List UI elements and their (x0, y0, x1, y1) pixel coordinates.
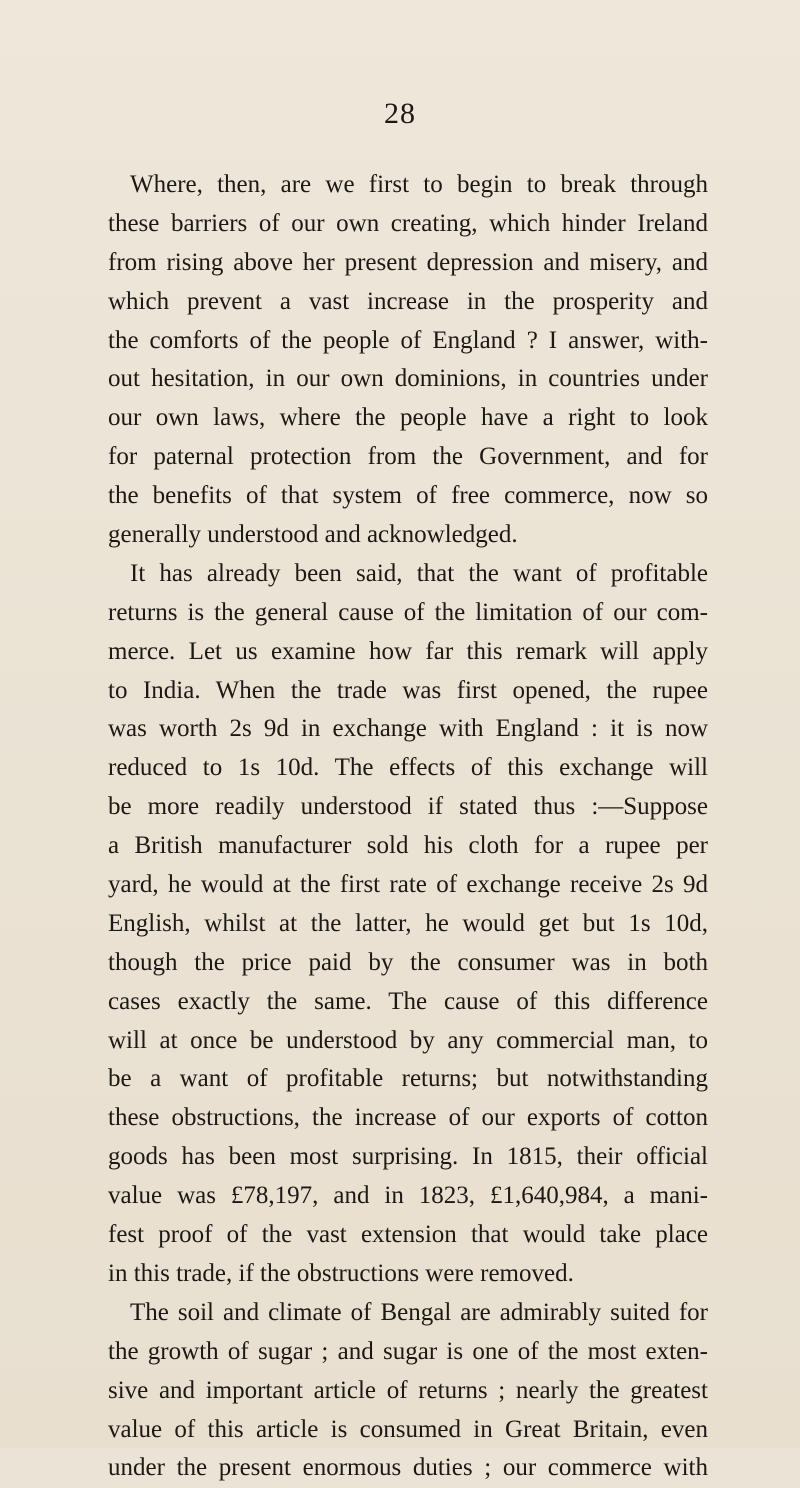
text-line: these barriers of our own creating, which hinder Ireland (108, 209, 708, 237)
page-number: 28 (384, 97, 416, 130)
text-line: goods has been most surprising. In 1815, their official (108, 1143, 708, 1171)
paragraph-3 (108, 1294, 708, 1488)
text-line: sive and important article of returns ; nearly the greatest (108, 1376, 708, 1404)
text-line: which prevent a vast increase in the prosperity and (108, 287, 708, 315)
text-line: reduced to 1s 10d. The effects of this exchange will (108, 754, 708, 782)
text-line: the growth of sugar ; and sugar is one of the most exten- (108, 1337, 708, 1365)
text-line: cases exactly the same. The cause of this difference (108, 987, 708, 1015)
text-line: fest proof of the vast extension that would take place (108, 1221, 708, 1249)
text-line: for paternal protection from the Government, and for (108, 443, 708, 471)
text-line: a British manufacturer sold his cloth for a rupee per (108, 832, 708, 860)
text-line: in this trade, if the obstructions were removed. (108, 1259, 574, 1287)
paragraph-2 (108, 555, 708, 1294)
text-line: will at once be understood by any commercial man, to (108, 1026, 708, 1054)
text-line: these obstructions, the increase of our exports of cotton (108, 1104, 708, 1132)
paragraph-1 (108, 166, 708, 555)
text-line: Where, then, are we first to begin to break through (130, 171, 708, 198)
text-line: from rising above her present depression and misery, and (108, 248, 708, 276)
text-line: be more readily understood if stated thus :—Suppose (108, 793, 708, 821)
text-line: our own laws, where the people have a right to look (108, 404, 708, 432)
text-line: English, whilst at the latter, he would get but 1s 10d, (108, 909, 708, 937)
text-line: value was £78,197, and in 1823, £1,640,984, a mani- (108, 1182, 708, 1210)
text-line: though the price paid by the consumer was in both (108, 948, 708, 976)
text-line: out hesitation, in our own dominions, in countries under (108, 365, 708, 393)
text-line: The soil and climate of Bengal are admirably suited for (130, 1298, 708, 1326)
text-line: under the present enormous duties ; our commerce with (108, 1454, 708, 1482)
text-line: returns is the general cause of the limitation of our com- (108, 598, 708, 626)
text-line: to India. When the trade was first opened, the rupee (108, 676, 708, 704)
text-line: yard, he would at the first rate of exchange receive 2s 9d (108, 871, 708, 899)
text-line: was worth 2s 9d in exchange with England : it is now (108, 715, 708, 743)
text-line: the benefits of that system of free commerce, now so (108, 482, 708, 510)
text-line: It has already been said, that the want of profitable (130, 559, 708, 587)
text-line: merce. Let us examine how far this remark will apply (108, 637, 708, 665)
body-text (108, 166, 708, 1488)
text-line: the comforts of the people of England ? I answer, with- (108, 326, 708, 354)
text-line: generally understood and acknowledged. (108, 521, 518, 549)
text-line: value of this article is consumed in Great Britain, even (108, 1415, 708, 1443)
text-line: be a want of profitable returns; but notwithstanding (108, 1065, 708, 1093)
